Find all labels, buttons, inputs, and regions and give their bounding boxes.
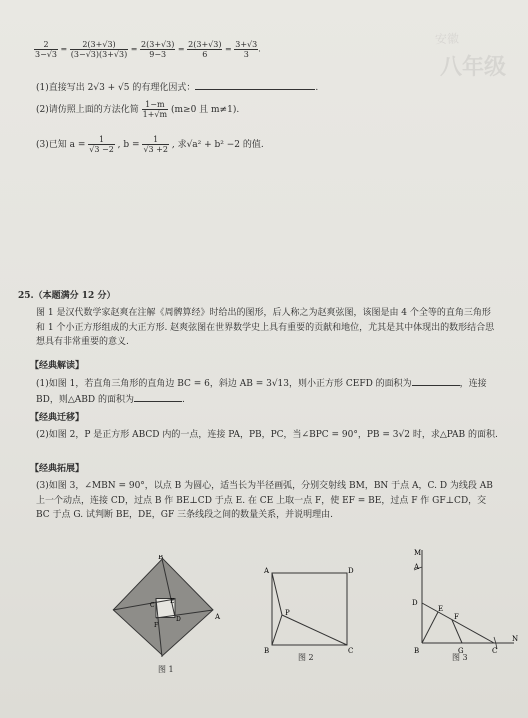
fig2-label-b: B	[264, 647, 270, 655]
figure-1-caption: 图 1	[158, 665, 174, 674]
figure-2-diagram	[262, 565, 357, 655]
part-3: (3)如图 3，∠MBN = 90°，以点 B 为圆心，适当长为半径画弧，分别交射线 BM，BN 于点 A，C. D 为线段 AB 上一个动点，连接 CD，过点 B 作 BE⊥CD 于点 E. 在 CE 上取一点 F，使 EF = BE，过点 F 作 GF⊥CD，交 BC 于点 G. 试判断 BE，DE，GF 三条线段之间的数量关系，并说明理由.	[36, 481, 493, 520]
segment-be	[422, 612, 438, 643]
bleed-header: 安徽	[434, 31, 460, 47]
figure-2-caption: 图 2	[298, 653, 314, 662]
square-abcd	[272, 573, 347, 645]
fig2-label-a: A	[264, 567, 270, 575]
part-1: (1)如图 1，若直角三角形的直角边 BC = 6，斜边 AB = 3√13，则小正方形 CEFD 的面积为 ，连接 BD，则△ABD 的面积为 .	[36, 376, 498, 407]
problem-title: 25.（本题满分 12 分）	[18, 291, 116, 301]
answer-blank-area[interactable]	[412, 376, 460, 386]
answer-blank-abd[interactable]	[134, 392, 182, 402]
segment-gf	[452, 620, 462, 643]
fig3-label-e: E	[438, 605, 444, 613]
fig1-label-b: B	[158, 555, 164, 561]
fig3-label-m: M	[414, 549, 422, 557]
question-1: (1)直接写出 2√3 + √5 的有理化因式： .	[36, 80, 318, 94]
figure-3-diagram	[402, 545, 520, 660]
problem-intro: 图 1 是汉代数学家赵爽在注解《周髀算经》时给出的图形，后人称之为赵爽弦图，该图是由 4 个全等的直角三角形和 1 个小正方形组成的大正方形. 赵爽弦图在世界数学史上具有重要的贡献和地位，尤其是其中体现出的数形结合思想具有非常重要的意义.	[36, 308, 495, 347]
part-2: (2)如图 2，P 是正方形 ABCD 内的一点，连接 PA，PB，PC，当∠BPC = 90°，PB = 3√2 时，求△PAB 的面积.	[36, 430, 498, 440]
fig2-label-d: D	[348, 567, 354, 575]
figure-3-caption: 图 3	[452, 653, 468, 662]
section-heading-1: 【经典解读】	[30, 361, 85, 371]
segment-pb	[272, 615, 282, 645]
figure-1-diagram	[110, 555, 225, 665]
segment-pc	[282, 615, 347, 645]
fig2-label-c: C	[348, 647, 354, 655]
example-equation: $\frac{2}{3-√3}$ = $\frac{2(3+√3)}{(3-√3)(3+√3)}$ = $\frac{2(3+√3)}{9-3}$ = $\frac{2(3+√3)}{6}$ = $\frac{3+√3}{3}$ .	[35, 40, 261, 59]
fig1-label-c: C	[150, 602, 155, 609]
fig3-label-c: C	[492, 647, 498, 655]
section-heading-2: 【经典迁移】	[30, 413, 85, 423]
fig3-label-b: B	[414, 647, 420, 655]
section-heading-3: 【经典拓展】	[30, 464, 85, 474]
fig1-label-e: E	[170, 598, 175, 605]
fig3-label-g: G	[458, 647, 464, 655]
question-2: (2)请仿照上面的方法化简 $\frac{1-m}{1+√m}$ (m≥0 且 m≠1).	[36, 100, 240, 119]
answer-blank-1[interactable]	[195, 80, 315, 90]
question-3: (3)已知 a = $\frac{1}{√3 -2}$ , b = $\frac{1}{√3 +2}$ , 求√a² + b² −2 的值.	[36, 135, 264, 154]
segment-pa	[272, 573, 282, 615]
fig3-label-n: N	[512, 635, 519, 643]
fig1-label-a: A	[215, 613, 221, 621]
fig1-label-d: D	[176, 616, 181, 623]
fig1-label-f: F	[154, 622, 159, 629]
fig3-label-a: A	[414, 563, 420, 571]
fig3-label-d: D	[412, 599, 418, 607]
fig2-label-p: P	[285, 609, 290, 617]
bleed-grade: 八年级	[440, 55, 507, 80]
fig3-label-f: F	[454, 613, 459, 621]
